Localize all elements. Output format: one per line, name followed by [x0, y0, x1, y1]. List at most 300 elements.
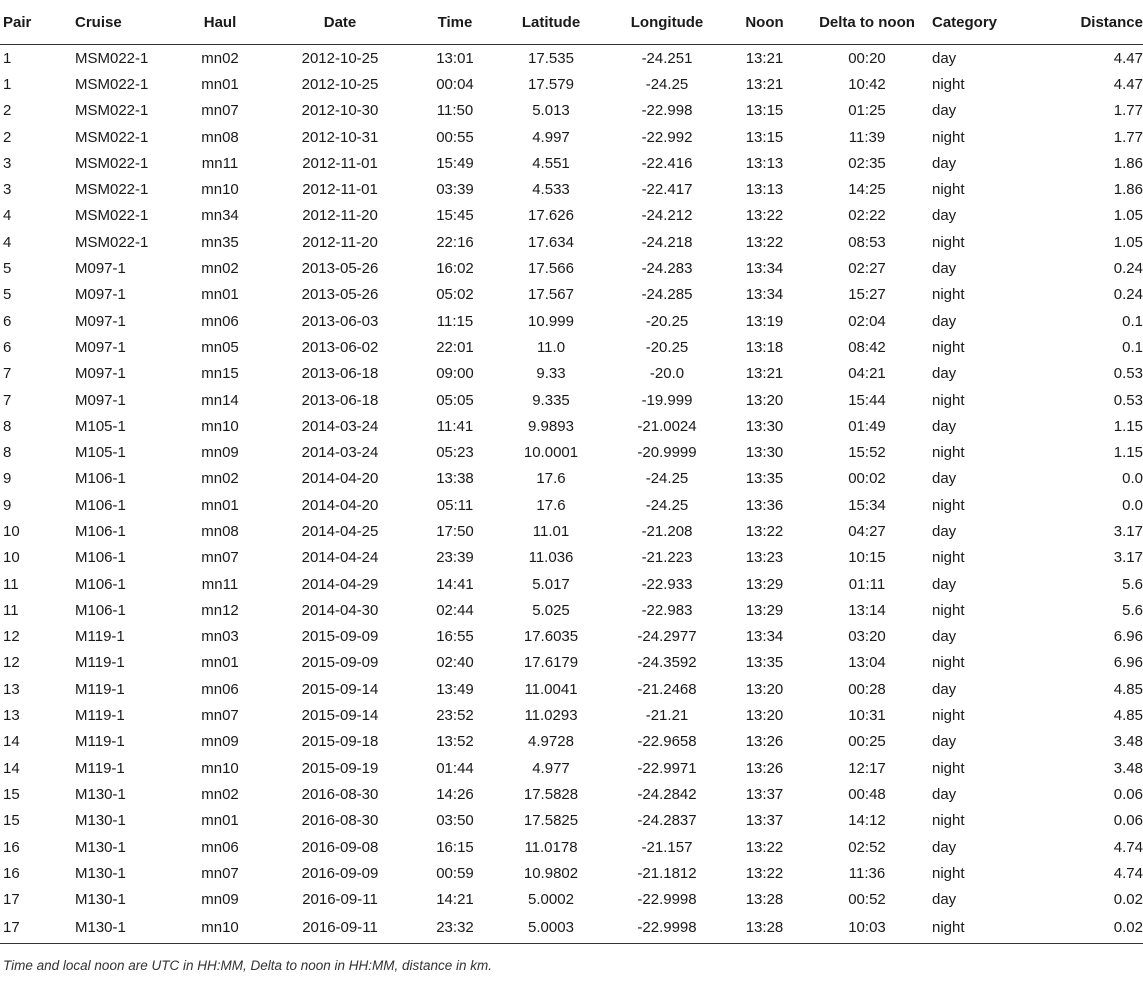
table-cell: MSM022-1: [75, 49, 149, 67]
table-cell: 15:49: [436, 154, 474, 172]
table-row: [0, 571, 1143, 597]
table-cell: 11:41: [436, 417, 474, 435]
table-cell: day: [932, 312, 957, 330]
table-cell: 5.017: [532, 575, 570, 593]
table-row: [0, 124, 1143, 150]
table-row: [0, 624, 1143, 650]
table-cell: 15:44: [848, 391, 886, 409]
table-cell: mn10: [201, 417, 239, 435]
table-cell: day: [932, 891, 957, 909]
table-cell: 16:55: [436, 628, 474, 646]
table-cell: 10:15: [848, 549, 886, 567]
table-row: [0, 545, 1143, 571]
table-cell: 12: [3, 628, 20, 646]
table-cell: 4.74: [1113, 838, 1143, 856]
table-cell: 10:31: [848, 707, 886, 725]
table-cell: MSM022-1: [75, 75, 149, 93]
table-cell: 03:39: [436, 181, 474, 199]
table-cell: 01:25: [848, 102, 886, 120]
table-cell: 2012-11-01: [302, 181, 378, 199]
table-cell: M097-1: [75, 286, 126, 304]
table-cell: 13:21: [745, 49, 784, 67]
table-cell: 2016-09-09: [301, 864, 379, 882]
table-cell: MSM022-1: [75, 233, 149, 251]
table-cell: -24.283: [641, 260, 693, 278]
table-cell: -24.2977: [637, 628, 697, 646]
table-cell: 02:27: [848, 260, 886, 278]
table-cell: 10: [3, 522, 20, 540]
table-cell: 16:15: [436, 838, 474, 856]
table-cell: 00:20: [848, 49, 886, 67]
table-cell: 13:37: [745, 785, 784, 803]
table-cell: 1: [3, 49, 12, 67]
table-cell: 4.997: [532, 128, 570, 146]
table-cell: 0.06: [1113, 812, 1143, 830]
table-cell: 13:35: [745, 470, 784, 488]
table-cell: mn07: [201, 864, 239, 882]
table-cell: day: [932, 102, 957, 120]
table-cell: -24.25: [645, 496, 689, 514]
table-cell: 14: [3, 733, 20, 751]
table-cell: 2014-04-20: [301, 496, 379, 514]
table-cell: 13:29: [745, 601, 784, 619]
table-cell: 4.47: [1113, 49, 1143, 67]
table-cell: 1: [3, 75, 12, 93]
table-cell: 02:35: [848, 154, 886, 172]
table-cell: 16:02: [436, 260, 474, 278]
table-cell: day: [932, 260, 957, 278]
table-cell: 09:00: [436, 365, 474, 383]
table-cell: 2015-09-09: [301, 628, 379, 646]
table-cell: 2012-11-20: [302, 233, 378, 251]
table-cell: 14:21: [436, 891, 474, 909]
table-cell: 13: [3, 680, 20, 698]
table-cell: -20.25: [645, 312, 689, 330]
table-cell: night: [932, 286, 965, 304]
table-cell: 10:03: [802, 913, 932, 944]
table-cell: 5.0002: [528, 891, 574, 909]
table-cell: 13:29: [745, 575, 784, 593]
table-cell: 0.02: [1042, 913, 1143, 944]
table-cell: day: [932, 365, 957, 383]
table-cell: 15:52: [848, 444, 886, 462]
table-row: [0, 887, 1143, 913]
table-cell: M105-1: [75, 444, 126, 462]
table-row: [0, 71, 1143, 97]
table-cell: 1.15: [1113, 444, 1143, 462]
table-cell: MSM022-1: [75, 128, 149, 146]
table-cell: MSM022-1: [75, 207, 149, 225]
table-cell: 2015-09-18: [301, 733, 379, 751]
table-cell: 14: [3, 759, 20, 777]
table-cell: 13:20: [745, 680, 784, 698]
table-cell: -19.999: [641, 391, 693, 409]
table-cell: day: [932, 785, 957, 803]
table-cell: 08:42: [848, 338, 886, 356]
table-cell: 13:15: [745, 102, 784, 120]
table-cell: 02:22: [848, 207, 886, 225]
column-header: Date: [265, 0, 415, 45]
table-cell: mn01: [201, 654, 239, 672]
table-cell: 1.77: [1113, 128, 1143, 146]
table-cell: 2015-09-09: [301, 654, 379, 672]
table-cell: 2: [3, 102, 12, 120]
table-cell: 15:45: [436, 207, 474, 225]
table-cell: 17.5825: [523, 812, 579, 830]
table-cell: night: [932, 338, 965, 356]
table-cell: 10.0001: [523, 444, 579, 462]
table-cell: 05:05: [436, 391, 474, 409]
table-cell: MSM022-1: [75, 181, 149, 199]
table-cell: 13:30: [745, 417, 784, 435]
table-cell: 13:26: [745, 759, 784, 777]
table-row: [0, 255, 1143, 281]
table-cell: mn02: [201, 49, 239, 67]
table-cell: mn07: [201, 549, 239, 567]
table-row: [0, 361, 1143, 387]
table-cell: M130-1: [75, 864, 126, 882]
table-cell: -24.2842: [637, 785, 697, 803]
table-cell: 13:23: [745, 549, 784, 567]
table-cell: 05:02: [436, 286, 474, 304]
table-cell: 2013-06-18: [301, 365, 379, 383]
table-cell: mn35: [201, 233, 239, 251]
table-row: [0, 808, 1143, 834]
table-cell: 17.6035: [523, 628, 579, 646]
table-cell: 13:15: [745, 128, 784, 146]
table-cell: -22.417: [641, 181, 693, 199]
table-cell: 2013-06-03: [301, 312, 379, 330]
table-cell: 23:39: [436, 549, 474, 567]
table-cell: 0.1: [1122, 312, 1143, 330]
table-cell: 13:13: [745, 154, 784, 172]
table-cell: 2013-06-02: [301, 338, 379, 356]
table-cell: 13:21: [745, 75, 784, 93]
table-cell: 13: [3, 707, 20, 725]
table-cell: 13:22: [745, 207, 784, 225]
table-cell: -22.9998: [637, 891, 697, 909]
table-cell: 2015-09-14: [301, 707, 379, 725]
table-cell: -21.0024: [637, 417, 697, 435]
table-cell: mn14: [201, 391, 239, 409]
table-row: [0, 755, 1143, 781]
table-cell: 02:44: [436, 601, 474, 619]
table-cell: day: [932, 207, 957, 225]
table-cell: M097-1: [75, 312, 126, 330]
table-row: [0, 98, 1143, 124]
table-cell: -22.9971: [637, 759, 697, 777]
table-cell: M097-1: [75, 365, 126, 383]
table-cell: 0.0: [1122, 470, 1143, 488]
table-cell: 5.6: [1122, 575, 1143, 593]
table-cell: 11.036: [528, 549, 574, 567]
table-cell: 0.53: [1113, 391, 1143, 409]
table-cell: -22.983: [641, 601, 693, 619]
table-cell: 13:22: [745, 233, 784, 251]
table-cell: -20.9999: [637, 444, 697, 462]
table-cell: 13:34: [745, 628, 784, 646]
table-cell: 1.77: [1113, 102, 1143, 120]
table-cell: 00:52: [848, 891, 886, 909]
table-cell: 00:02: [848, 470, 886, 488]
table-cell: mn01: [201, 812, 239, 830]
table-row: [0, 466, 1143, 492]
table-cell: 13:35: [745, 654, 784, 672]
table-row: [0, 176, 1143, 202]
table-cell: 5: [3, 286, 12, 304]
table-cell: night: [932, 549, 965, 567]
table-cell: 03:50: [436, 812, 474, 830]
table-cell: 00:25: [848, 733, 886, 751]
table-cell: 11.0293: [524, 707, 578, 725]
table-cell: 17.626: [528, 207, 574, 225]
table-row: [0, 834, 1143, 860]
table-cell: 10: [3, 549, 20, 567]
table-cell: 1.05: [1113, 207, 1143, 225]
table-cell: 4.85: [1113, 707, 1143, 725]
table-cell: 13:30: [745, 444, 784, 462]
table-cell: 0.0: [1122, 496, 1143, 514]
table-cell: 11: [3, 575, 19, 593]
table-cell: mn03: [201, 628, 239, 646]
table-cell: -24.3592: [637, 654, 697, 672]
table-cell: 00:28: [848, 680, 886, 698]
table-cell: 13:28: [745, 891, 784, 909]
table-cell: 2013-05-26: [301, 286, 379, 304]
table-cell: 13:22: [745, 864, 784, 882]
table-cell: 4.533: [532, 181, 570, 199]
table-cell: 11:39: [848, 128, 886, 146]
table-cell: night: [932, 812, 965, 830]
table-cell: 9: [3, 470, 12, 488]
table-cell: -22.998: [641, 102, 693, 120]
table-cell: mn02: [201, 260, 239, 278]
table-row: [0, 282, 1143, 308]
header-row: [0, 0, 1143, 45]
table-cell: 17: [0, 913, 75, 944]
table-cell: M097-1: [75, 391, 126, 409]
table-cell: 0.1: [1122, 338, 1143, 356]
table-cell: MSM022-1: [75, 102, 149, 120]
table-cell: 5: [3, 260, 12, 278]
table-cell: 10.9802: [523, 864, 579, 882]
table-row: [0, 702, 1143, 728]
table-cell: M119-1: [75, 733, 125, 751]
column-header: Longitude: [607, 0, 727, 45]
table-row: [0, 308, 1143, 334]
table-cell: 17:50: [436, 522, 474, 540]
table-cell: day: [932, 628, 957, 646]
table-cell: 03:20: [848, 628, 886, 646]
table-cell: 16: [3, 864, 20, 882]
column-header: Distance: [1042, 0, 1143, 45]
table-cell: 11.01: [532, 522, 570, 540]
table-cell: 8: [3, 444, 12, 462]
table-cell: 2012-11-20: [302, 207, 378, 225]
table-cell: 7: [3, 365, 12, 383]
table-cell: -22.992: [641, 128, 693, 146]
table-cell: mn06: [201, 680, 239, 698]
table-cell: 2014-04-20: [301, 470, 379, 488]
table-cell: 17.5828: [523, 785, 579, 803]
table-cell: 16: [3, 838, 20, 856]
table-cell: day: [932, 522, 957, 540]
table-cell: -24.25: [645, 75, 689, 93]
table-cell: mn08: [201, 128, 239, 146]
table-cell: mn06: [201, 838, 239, 856]
table-cell: night: [932, 128, 965, 146]
table-cell: M097-1: [75, 338, 126, 356]
table-cell: -24.2837: [637, 812, 697, 830]
table-cell: -24.218: [641, 233, 693, 251]
table-cell: 13:52: [436, 733, 474, 751]
table-cell: mn10: [201, 759, 239, 777]
table-cell: 3.48: [1113, 759, 1143, 777]
table-cell: 0.53: [1113, 365, 1143, 383]
table-cell: 3.48: [1113, 733, 1143, 751]
table-cell: 2014-03-24: [301, 417, 379, 435]
table-row: [0, 492, 1143, 518]
table-cell: M105-1: [75, 417, 126, 435]
table-row: [0, 439, 1143, 465]
table-row: [0, 729, 1143, 755]
table-cell: 13:20: [745, 707, 784, 725]
table-cell: 5.025: [532, 601, 570, 619]
table-cell: 2012-10-30: [301, 102, 379, 120]
table-cell: 13:01: [436, 49, 474, 67]
table-cell: 00:55: [436, 128, 474, 146]
table-cell: 08:53: [848, 233, 886, 251]
table-cell: day: [932, 838, 957, 856]
table-cell: 11.0: [536, 338, 566, 356]
table-cell: 1.86: [1113, 181, 1143, 199]
table-cell: 13:49: [436, 680, 474, 698]
table-cell: 6: [3, 312, 12, 330]
table-cell: 15:34: [848, 496, 886, 514]
table-cell: mn06: [201, 312, 239, 330]
table-cell: 13:22: [745, 522, 784, 540]
table-row: [0, 45, 1143, 72]
table-cell: 17.6179: [523, 654, 579, 672]
table-cell: 04:27: [848, 522, 886, 540]
table-cell: 13:28: [727, 913, 802, 944]
table-cell: night: [932, 707, 965, 725]
table-cell: 2016-09-11: [302, 891, 378, 909]
table-cell: -24.285: [641, 286, 693, 304]
table-cell: day: [932, 575, 957, 593]
table-cell: 3: [3, 181, 12, 199]
table-cell: 10.999: [528, 312, 574, 330]
table-cell: 14:12: [848, 812, 886, 830]
table-cell: M106-1: [75, 575, 126, 593]
table-cell: 17.566: [528, 260, 574, 278]
table-cell: mn02: [201, 470, 239, 488]
table-cell: mn10: [175, 913, 265, 944]
table-cell: -24.251: [641, 49, 693, 67]
table-cell: 5.0003: [495, 913, 607, 944]
table-cell: mn07: [201, 102, 239, 120]
column-header: Time: [415, 0, 495, 45]
table-cell: 13:26: [745, 733, 784, 751]
table-cell: mn01: [201, 496, 239, 514]
column-header: Delta to noon: [802, 0, 932, 45]
table-cell: M106-1: [75, 496, 126, 514]
table-cell: mn15: [201, 365, 239, 383]
table-cell: 23:32: [415, 913, 495, 944]
table-cell: mn09: [201, 444, 239, 462]
table-cell: M130-1: [75, 913, 175, 944]
table-cell: mn01: [201, 286, 239, 304]
table-cell: mn02: [201, 785, 239, 803]
table-cell: 17.6: [536, 496, 566, 514]
table-cell: 9.335: [532, 391, 570, 409]
table-cell: mn11: [201, 575, 239, 593]
table-cell: M130-1: [75, 785, 126, 803]
table-cell: 13:14: [848, 601, 886, 619]
table-cell: 0.02: [1113, 891, 1143, 909]
table-cell: 2012-11-01: [302, 154, 378, 172]
table-cell: 05:11: [436, 496, 474, 514]
table-cell: 13:36: [745, 496, 784, 514]
table-cell: 17.567: [528, 286, 574, 304]
table-cell: 13:20: [745, 391, 784, 409]
table-cell: 0.24: [1113, 286, 1143, 304]
table-cell: mn11: [201, 154, 239, 172]
table-cell: 12: [3, 654, 20, 672]
table-footnote: Time and local noon are UTC in HH:MM, Delta to noon in HH:MM, distance in km.: [3, 958, 493, 973]
table-cell: 01:44: [436, 759, 474, 777]
table-row: [0, 413, 1143, 439]
table-cell: mn07: [201, 707, 239, 725]
table-cell: 00:59: [436, 864, 474, 882]
table-cell: -22.416: [641, 154, 693, 172]
table-cell: M130-1: [75, 838, 126, 856]
table-cell: night: [932, 601, 965, 619]
table-cell: 14:26: [436, 785, 474, 803]
table-cell: mn05: [201, 338, 239, 356]
table-cell: 5.013: [532, 102, 570, 120]
table-cell: M106-1: [75, 601, 126, 619]
table-cell: 13:34: [745, 260, 784, 278]
table-cell: 3.17: [1113, 549, 1143, 567]
table-cell: -20.0: [649, 365, 685, 383]
table-cell: 2015-09-14: [301, 680, 379, 698]
table-row: [0, 518, 1143, 544]
table-cell: 23:52: [436, 707, 474, 725]
table-cell: 17.634: [528, 233, 574, 251]
table-cell: 13:04: [848, 654, 886, 672]
table-cell: 8: [3, 417, 12, 435]
column-header: Latitude: [495, 0, 607, 45]
table-cell: mn09: [201, 891, 239, 909]
table-cell: M119-1: [75, 628, 125, 646]
table-cell: day: [932, 470, 957, 488]
table-row: [0, 860, 1143, 886]
table-cell: -22.9998: [607, 913, 727, 944]
table-cell: 17.579: [528, 75, 574, 93]
table-cell: night: [932, 233, 965, 251]
table-row: [0, 913, 1143, 944]
table-cell: 2016-08-30: [301, 812, 379, 830]
table-cell: M119-1: [75, 680, 125, 698]
table-cell: -22.9658: [637, 733, 697, 751]
table-cell: 13:13: [745, 181, 784, 199]
table-cell: night: [932, 864, 965, 882]
table-cell: M106-1: [75, 549, 126, 567]
column-header: Haul: [175, 0, 265, 45]
table-cell: day: [932, 417, 957, 435]
table-cell: 12:17: [848, 759, 886, 777]
